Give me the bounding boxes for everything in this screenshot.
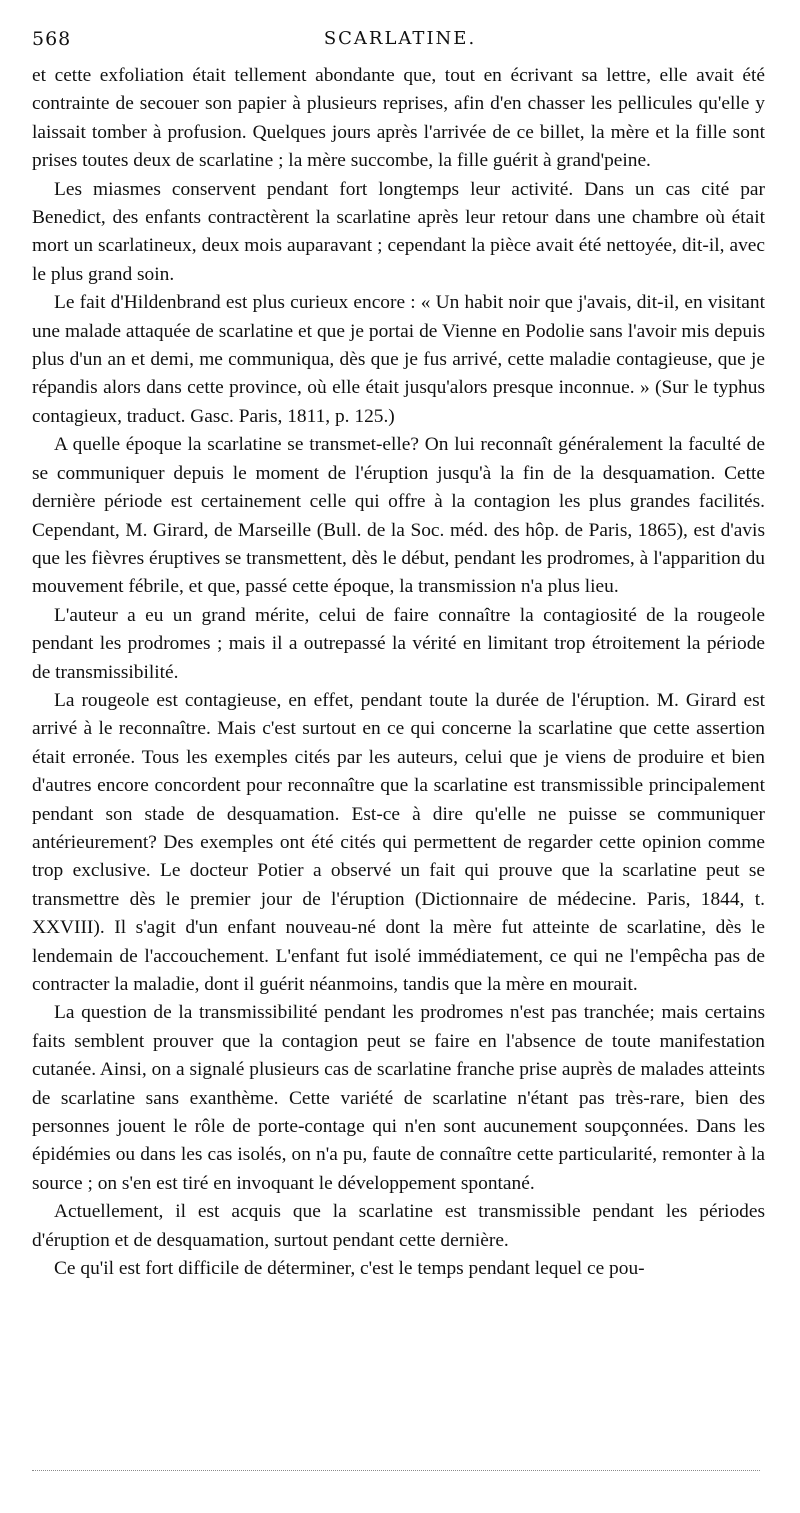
paragraph: L'auteur a eu un grand mérite, celui de faire connaître la contagiosité de la rougeole pendant les prodromes ; mais il a outrepassé la vérité en limitant trop étroitement la période de transmissibilité. xyxy=(32,604,765,683)
body-text xyxy=(32,62,765,1283)
footer-rule xyxy=(32,1470,760,1471)
paragraph: La question de la transmissibilité pendant les prodromes n'est pas tranchée; mais certains faits semblent prouver que la contagion peut se faire en l'absence de toute manifestation cutanée. Ainsi, on a signalé plusieurs cas de scarlatine franche prise auprès de malades atteints de scarlatine sans exanthème. Cette variété de scarlatine n'étant pas très-rare, bien des personnes jouent le rôle de porte-contage qui n'en sont aucunement soupçonnées. Dans les épidémies ou dans les cas isolés, on n'a pu, faute de connaître cette particularité, remonter à la source ; on s'en est tiré en invoquant le développement spontané. xyxy=(32,1002,765,1194)
page-header xyxy=(32,28,768,56)
paragraph: Les miasmes conservent pendant fort longtemps leur activité. Dans un cas cité par Benedict, des enfants contractèrent la scarlatine après leur retour dans une chambre où était mort un scarlatineux, deux mois auparavant ; cependant la pièce avait été nettoyée, dit-il, avec le plus grand soin. xyxy=(32,178,765,285)
page-number: 568 xyxy=(32,28,72,50)
paragraph: Ce qu'il est fort difficile de déterminer, c'est le temps pendant lequel ce pou- xyxy=(54,1258,645,1280)
paragraph: La rougeole est contagieuse, en effet, pendant toute la durée de l'éruption. M. Girard est arrivé à le reconnaître. Mais c'est surtout en ce qui concerne la scarlatine que cette assertion était erronée. Tous les exemples cités par les auteurs, celui que je viens de produire et bien d'autres encore concordent pour reconnaître que la scarlatine est transmissible principalement pendant son stade de desquamation. Est-ce à dire qu'elle ne puisse se communiquer antérieurement? Des exemples ont été cités qui permettent de regarder cette opinion comme trop exclusive. Le docteur Potier a observé un fait qui prouve que la scarlatine peut se transmettre dès le premier jour de l'éruption (Dictionnaire de médecine. Paris, 1844, t. XXVIII). Il s'agit d'un enfant nouveau-né dont la mère fut atteinte de scarlatine, dès le lendemain de l'accouchement. L'enfant fut isolé immédiatement, ce qui ne l'empêcha pas de contracter la maladie, dont il guérit néanmoins, tandis que la mère en mourait. xyxy=(32,689,765,995)
paragraph: Le fait d'Hildenbrand est plus curieux encore : « Un habit noir que j'avais, dit-il, en visitant une malade attaquée de scarlatine et que je portai de Vienne en Podolie sans l'avoir mis depuis plus d'un an et demi, me communiqua, dès que je fus arrivé, cette maladie contagieuse, que je répandis alors dans cette province, où elle était jusqu'alors presque inconnue. » (Sur le typhus contagieux, traduct. Gasc. Paris, 1811, p. 125.) xyxy=(32,292,765,427)
paragraph: et cette exfoliation était tellement abondante que, tout en écrivant sa lettre, elle avait été contrainte de secouer son papier à plusieurs reprises, afin d'en chasser les pellicules qu'elle y laissait tomber à profusion. Quelques jours après l'arrivée de ce billet, la mère et la fille sont prises toutes deux de scarlatine ; la mère succombe, la fille guérit à grand'peine. xyxy=(32,65,765,172)
paragraph: A quelle époque la scarlatine se transmet-elle? On lui reconnaît généralement la faculté de se communiquer depuis le moment de l'éruption jusqu'à la fin de la desquamation. Cette dernière période est certainement celle qui offre à la contagion les plus grandes facilités. Cependant, M. Girard, de Marseille (Bull. de la Soc. méd. des hôp. de Paris, 1865), est d'avis que les fièvres éruptives se transmettent, dès le début, pendant les prodromes, à l'apparition du mouvement fébrile, et que, passé cette époque, la transmission n'a plus lieu. xyxy=(32,434,765,598)
running-title: SCARLATINE. xyxy=(323,28,477,49)
paragraph: Actuellement, il est acquis que la scarlatine est transmissible pendant les périodes d'éruption et de desquamation, surtout pendant cette dernière. xyxy=(32,1201,765,1251)
